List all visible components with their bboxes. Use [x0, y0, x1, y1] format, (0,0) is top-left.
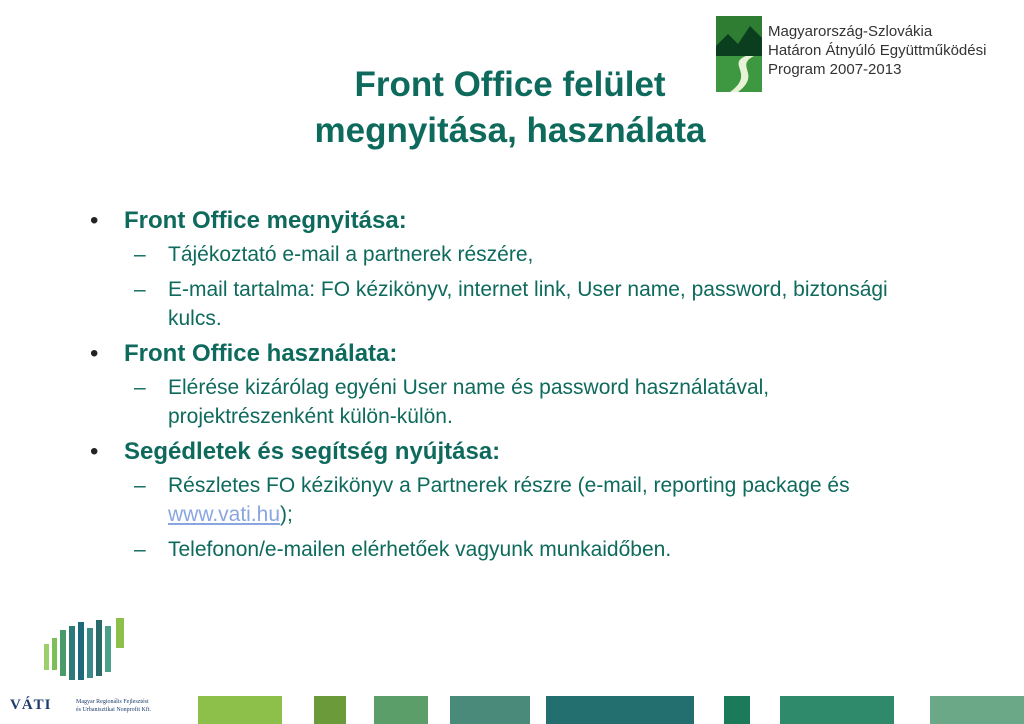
vati-logo: VÁTI: [10, 697, 52, 713]
footer-bar: [780, 696, 894, 724]
footer-bar: [314, 696, 346, 724]
slide-content: [90, 200, 970, 570]
footer-bar: [450, 696, 530, 724]
program-logo-icon: [716, 16, 762, 92]
list-item: [90, 471, 928, 529]
dash-icon: –: [134, 278, 146, 301]
dash-icon: –: [134, 474, 146, 497]
bullet-icon: •: [90, 340, 99, 367]
bullet-icon: •: [90, 438, 99, 465]
section-heading-text: Segédletek és segítség nyújtása:: [124, 438, 501, 465]
list-item-text: Telefonon/e-mailen elérhetőek vagyunk munkaidőben.: [168, 538, 672, 561]
section-heading-use: [90, 339, 970, 369]
dash-icon: –: [134, 538, 146, 561]
footer-bar: [546, 696, 694, 724]
vati-subtitle: [76, 698, 151, 714]
footer-bar: [930, 696, 1024, 724]
vati-link[interactable]: www.vati.hu: [168, 503, 281, 526]
program-logo-line1: Magyarország-Szlovákia: [768, 23, 933, 40]
vati-bars-icon: [42, 618, 134, 680]
slide-title-line1: Front Office felület: [354, 65, 666, 104]
dash-icon: –: [134, 376, 146, 399]
section-heading-help: [90, 437, 970, 467]
list-item-text-before: Részletes FO kézikönyv a Partnerek részre (e-mail, reporting package és: [168, 474, 850, 497]
vati-subtitle-line2: és Urbanisztikai Nonprofit Kft.: [76, 707, 151, 713]
bullet-icon: •: [90, 207, 99, 234]
vati-subtitle-line1: Magyar Regionális Fejlesztési: [76, 699, 149, 705]
footer-bar: [198, 696, 282, 724]
footer-bar: [724, 696, 750, 724]
footer-bar: [374, 696, 428, 724]
section-heading-text: Front Office megnyitása:: [124, 207, 407, 234]
section-heading-open: [90, 206, 970, 236]
slide-title-line2: megnyitása, használata: [314, 111, 706, 150]
list-item: [90, 240, 928, 269]
list-item-text: Elérése kizárólag egyéni User name és password használatával, projektrészenként külön-külön.: [168, 376, 770, 428]
dash-icon: –: [134, 243, 146, 266]
list-item-text: E-mail tartalma: FO kézikönyv, internet link, User name, password, biztonsági kulcs.: [168, 278, 888, 330]
list-item-text: Tájékoztató e-mail a partnerek részére,: [168, 243, 534, 266]
list-item: [90, 373, 928, 431]
program-logo-text: [768, 22, 986, 79]
section-heading-text: Front Office használata:: [124, 340, 398, 367]
list-item: [90, 275, 928, 333]
program-logo-line2: Határon Átnyúló Együttműködési: [768, 42, 987, 59]
program-logo-line3: Program 2007-2013: [768, 61, 902, 78]
list-item: [90, 535, 928, 564]
list-item-text-after: );: [280, 503, 293, 526]
